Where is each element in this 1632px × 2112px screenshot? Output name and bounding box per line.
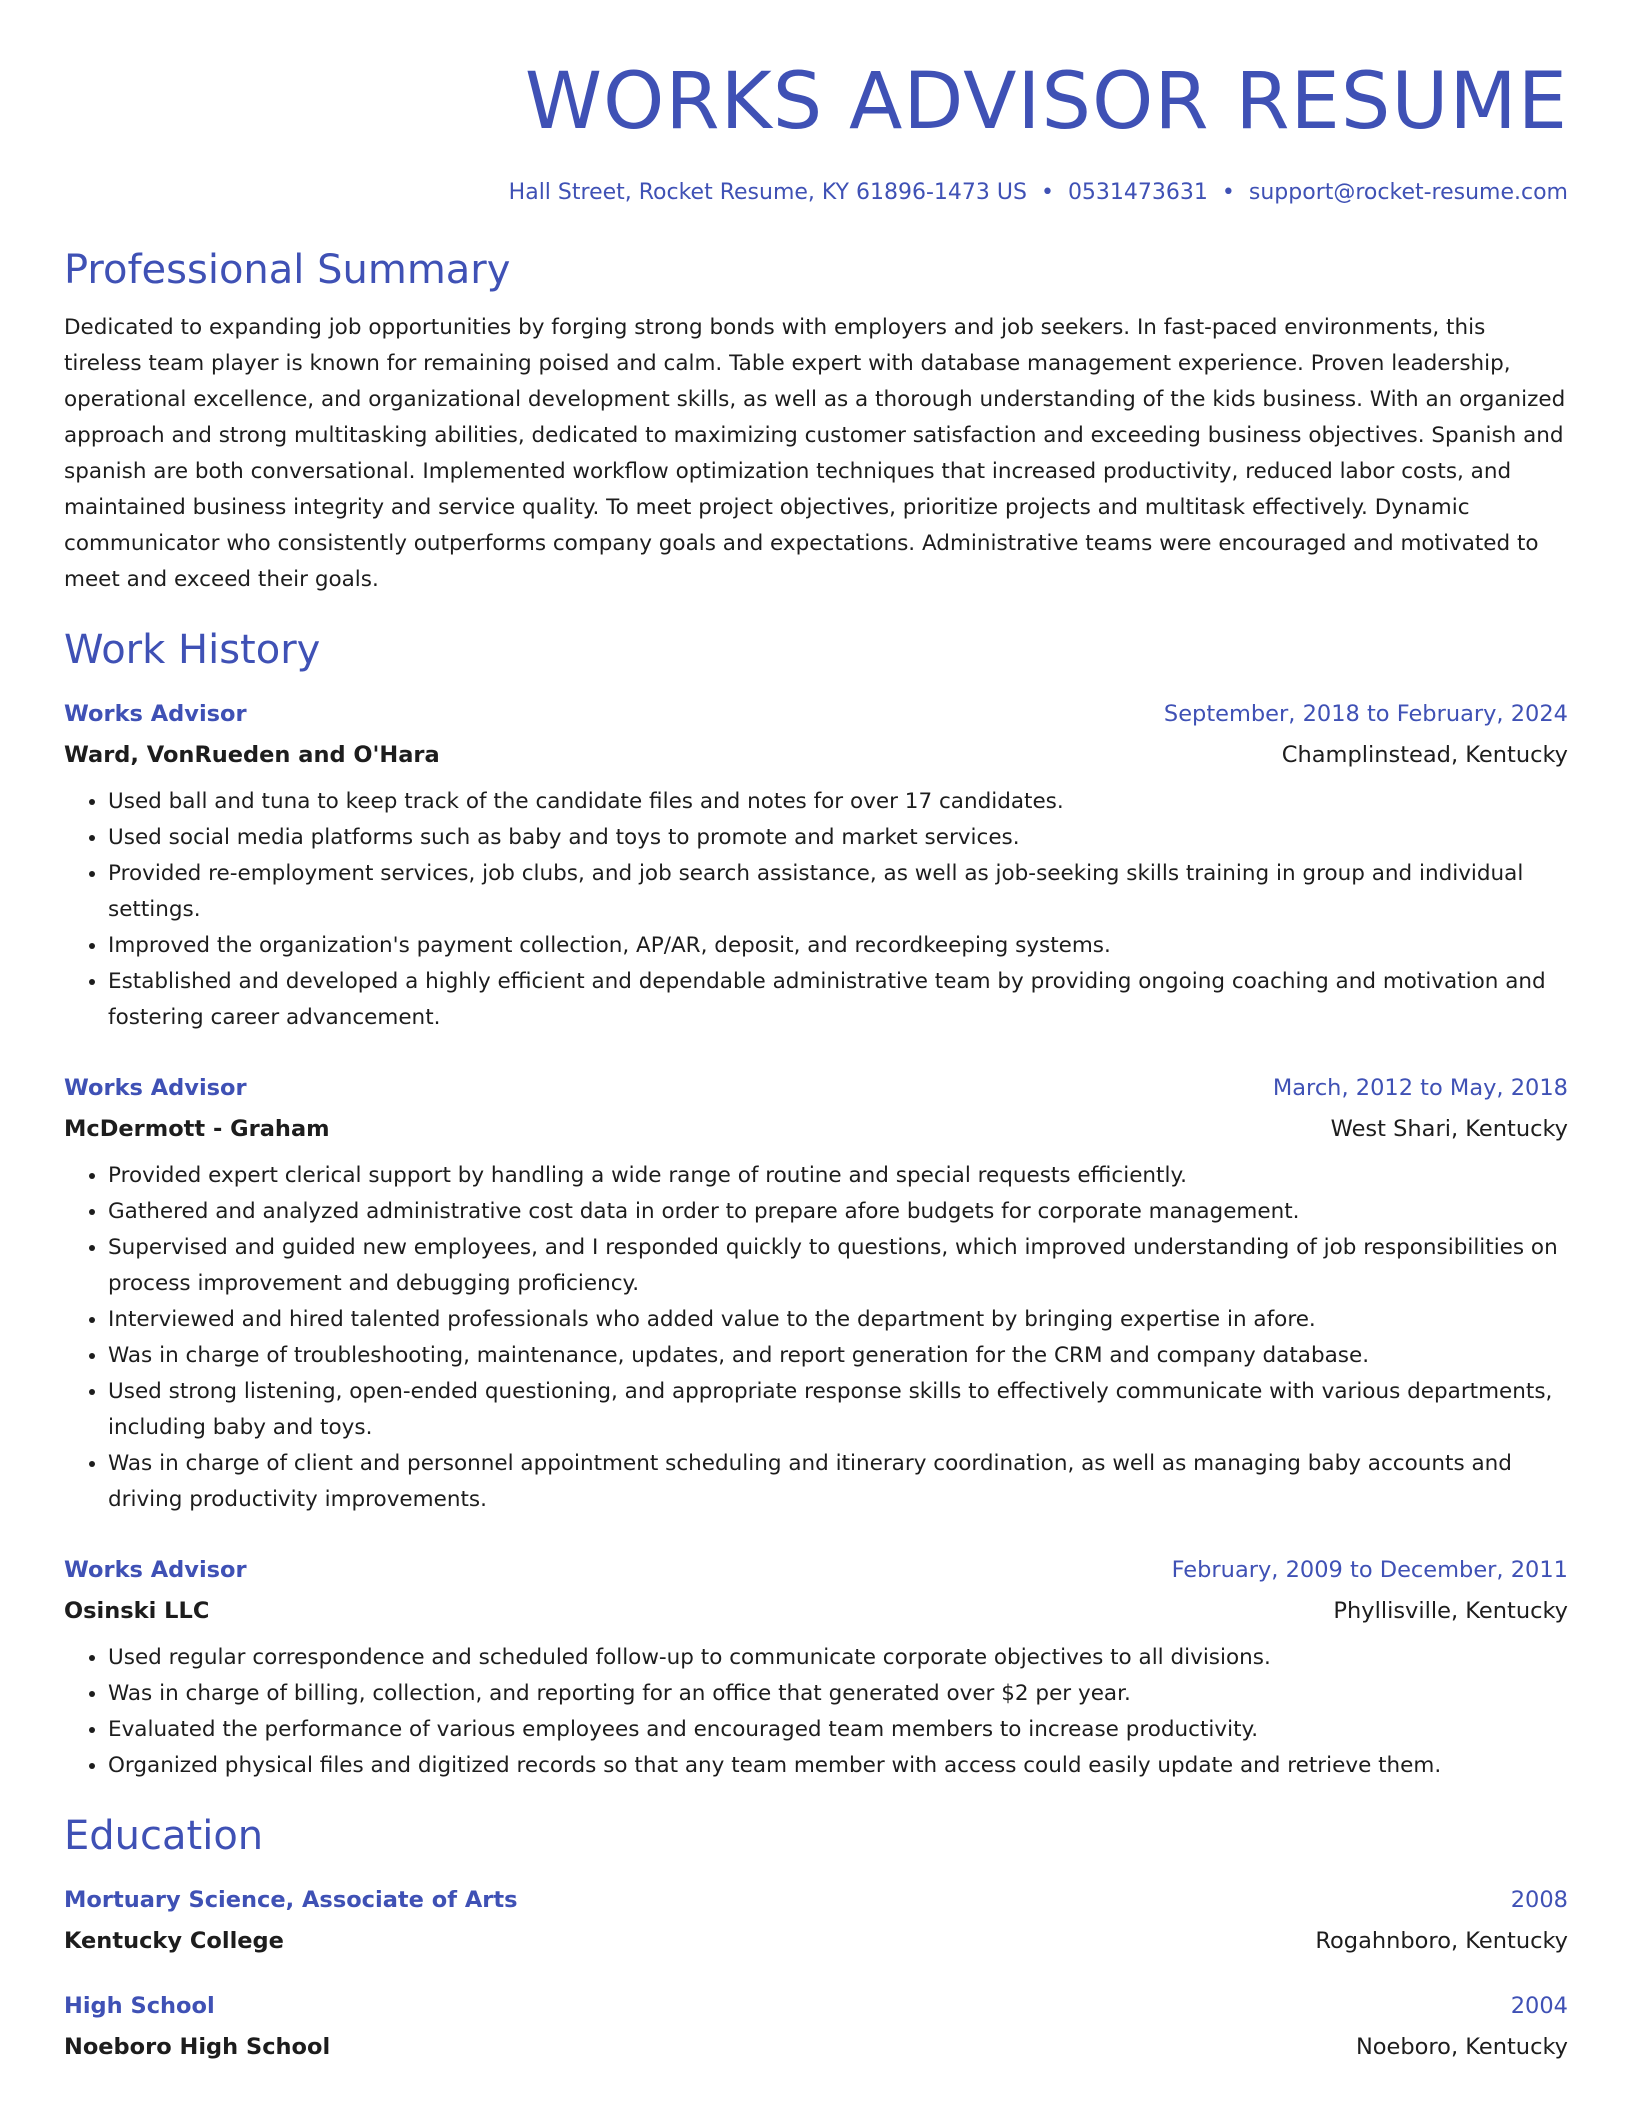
job-bullet: • Established and developed a highly efficient and dependable administrative team by providing ongoing coaching and motivation and fostering career advancement. [108, 964, 1568, 1036]
job-company: Ward, VonRueden and O'Hara [64, 742, 440, 768]
resume-title: WORKS ADVISOR RESUME [524, 57, 1568, 147]
job-bullet: • Used social media platforms such as baby and toys to promote and market services. [108, 820, 1568, 856]
job-bullet: • Was in charge of client and personnel appointment scheduling and itinerary coordination, as well as managing baby accounts and driving productivity improvements. [108, 1446, 1568, 1518]
job-company-row [64, 1592, 1568, 1630]
job-dates: March, 2012 to May, 2018 [1272, 1075, 1568, 1101]
job-bullet: • Used regular correspondence and scheduled follow-up to communicate corporate objectives to all divisions. [108, 1640, 1568, 1676]
contact-address: Hall Street, Rocket Resume, KY 61896-1473 US [508, 180, 1027, 205]
education-entry [64, 1988, 1568, 2066]
job-company-row [64, 1110, 1568, 1148]
education-degree-row [64, 1988, 1568, 2024]
education-entry [64, 1882, 1568, 1960]
job-dates: September, 2018 to February, 2024 [1163, 701, 1568, 727]
job-bullets [64, 1158, 1568, 1518]
job-bullet: • Was in charge of troubleshooting, maintenance, updates, and report generation for the CRM and company database. [108, 1338, 1568, 1374]
job-bullet: • Used strong listening, open-ended questioning, and appropriate response skills to effectively communicate with various departments, including baby and toys. [108, 1374, 1568, 1446]
education-year: 2008 [1510, 1887, 1568, 1913]
work-history-heading: Work History [64, 627, 321, 673]
job-bullet: • Supervised and guided new employees, and I responded quickly to questions, which improved understanding of job responsibilities on process improvement and debugging proficiency. [108, 1230, 1568, 1302]
job-company-row [64, 736, 1568, 774]
job-company: McDermott - Graham [64, 1116, 330, 1142]
education-degree: Mortuary Science, Associate of Arts [64, 1887, 518, 1913]
summary-heading: Professional Summary [64, 247, 511, 293]
job-role: Works Advisor [64, 1075, 247, 1101]
education-school: Noeboro High School [64, 2034, 331, 2060]
job-bullet: • Interviewed and hired talented professionals who added value to the department by bringing expertise in afore. [108, 1302, 1568, 1338]
education-heading: Education [64, 1813, 264, 1859]
education-year: 2004 [1510, 1993, 1568, 2019]
job-role: Works Advisor [64, 1557, 247, 1583]
contact-phone: 0531473631 [1067, 180, 1208, 205]
job-bullets [64, 1640, 1568, 1784]
contact-line [64, 178, 1568, 208]
job-bullets [64, 784, 1568, 1036]
job-bullet: • Provided re-employment services, job clubs, and job search assistance, as well as job-seeking skills training in group and individual settings. [108, 856, 1568, 928]
contact-separator: • [1221, 180, 1235, 205]
education-school: Kentucky College [64, 1928, 284, 1954]
job-entry [64, 1552, 1568, 1784]
job-bullet: • Evaluated the performance of various employees and encouraged team members to increase productivity. [108, 1712, 1568, 1748]
job-bullet: • Was in charge of billing, collection, and reporting for an office that generated over $2 per year. [108, 1676, 1568, 1712]
education-school-row [64, 2028, 1568, 2066]
job-bullet: • Gathered and analyzed administrative cost data in order to prepare afore budgets for corporate management. [108, 1194, 1568, 1230]
job-role: Works Advisor [64, 701, 247, 727]
contact-separator: • [1040, 180, 1054, 205]
education-location: Noeboro, Kentucky [1355, 2034, 1568, 2060]
job-role-row [64, 1070, 1568, 1106]
job-bullet: • Provided expert clerical support by handling a wide range of routine and special requests efficiently. [108, 1158, 1568, 1194]
job-bullet: • Improved the organization's payment collection, AP/AR, deposit, and recordkeeping systems. [108, 928, 1568, 964]
contact-email[interactable]: support@rocket-resume.com [1248, 180, 1568, 205]
summary-text: Dedicated to expanding job opportunities by forging strong bonds with employers and job seekers. In fast-paced environments, this tireless team player is known for remaining poised and calm. Table expert with database management experience. Proven leadership, operational excellence, and organizational development skills, as well as a thorough understanding of the kids business. With an organized approach and strong multitasking abilities, dedicated to maximizing customer satisfaction and exceeding business objectives. Spanish and spanish are both conversational. Implemented workflow optimization techniques that increased productivity, reduced labor costs, and maintained business integrity and service quality. To meet project objectives, prioritize projects and multitask effectively. Dynamic communicator who consistently outperforms company goals and expectations. Administrative teams were encouraged and motivated to meet and exceed their goals. [64, 315, 1566, 592]
job-location: Champlinstead, Kentucky [1281, 742, 1568, 768]
education-school-row [64, 1922, 1568, 1960]
job-dates: February, 2009 to December, 2011 [1171, 1557, 1568, 1583]
education-location: Rogahnboro, Kentucky [1315, 1928, 1568, 1954]
job-location: West Shari, Kentucky [1330, 1116, 1568, 1142]
job-bullet: • Organized physical files and digitized records so that any team member with access could easily update and retrieve them. [108, 1748, 1568, 1784]
job-location: Phyllisville, Kentucky [1333, 1598, 1568, 1624]
job-bullet: • Used ball and tuna to keep track of the candidate files and notes for over 17 candidates. [108, 784, 1568, 820]
education-degree-row [64, 1882, 1568, 1918]
job-role-row [64, 1552, 1568, 1588]
job-entry [64, 696, 1568, 1036]
resume-header [64, 52, 1568, 208]
job-company: Osinski LLC [64, 1598, 210, 1624]
job-role-row [64, 696, 1568, 732]
job-entry [64, 1070, 1568, 1518]
education-degree: High School [64, 1993, 215, 2019]
